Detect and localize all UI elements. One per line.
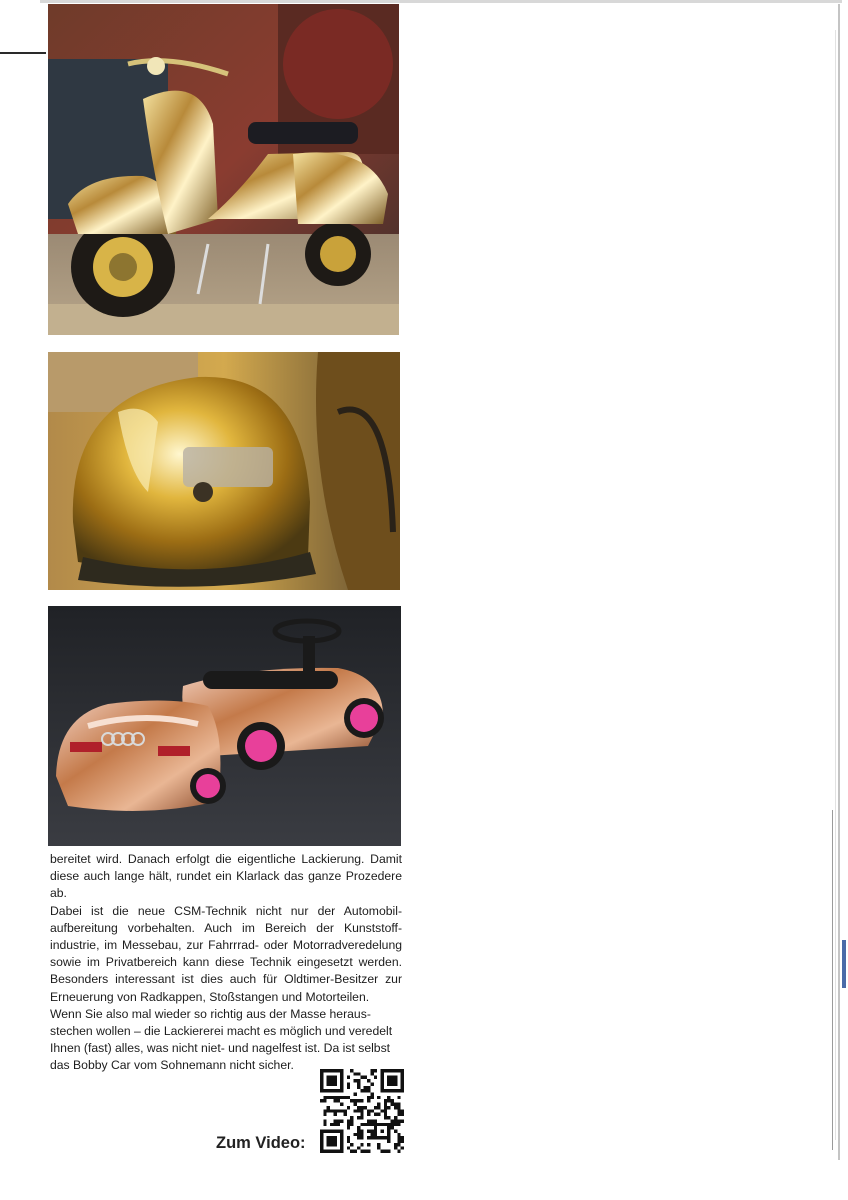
article-paragraph: Dabei ist die neue CSM-Technik nicht nur der Automobilaufbereitung vorbehalten. Auch im Bereich der Kunststoffindustrie, im Messebau, zur Fahrrrad- oder Motorradveredelung sowie im Privatbereich kann diese Technik eingesetzt werden. Besonders interessant ist dies auch für Oldtimer-Besitzer zur Erneuerung von Radkappen, Stoßstangen und Motorteilen. [50,903,402,1004]
scan-edge-top [40,0,842,3]
qr-code-icon[interactable] [320,1069,404,1153]
scan-edge-right [838,4,840,1160]
article-paragraph: Wenn Sie also mal wieder so richtig aus der Masse herausstechen wollen – die Lackiererei macht es möglich und veredelt Ihnen (fast) alles, was nicht niet- und nagelfest ist. Da ist selbst das Bobby Car vom Sohnemann nicht sicher. [50,1006,393,1073]
chrome-gold-scooter-photo [48,4,399,335]
scan-edge-right-inner [835,30,836,1140]
gold-chrome-helmet-photo [48,352,400,590]
article-body [50,851,402,1075]
scan-edge-right-shadow [832,810,833,1150]
scan-color-mark [842,940,846,988]
article-paragraph: bereitet wird. Danach erfolgt die eigentliche Lackierung. Damit diese auch lange hält, rundet ein Klarlack das ganze Prozedere ab. [50,852,402,901]
page-crease [0,52,46,54]
video-label: Zum Video: [216,1134,306,1152]
chrome-bobby-car-photo [48,606,401,846]
